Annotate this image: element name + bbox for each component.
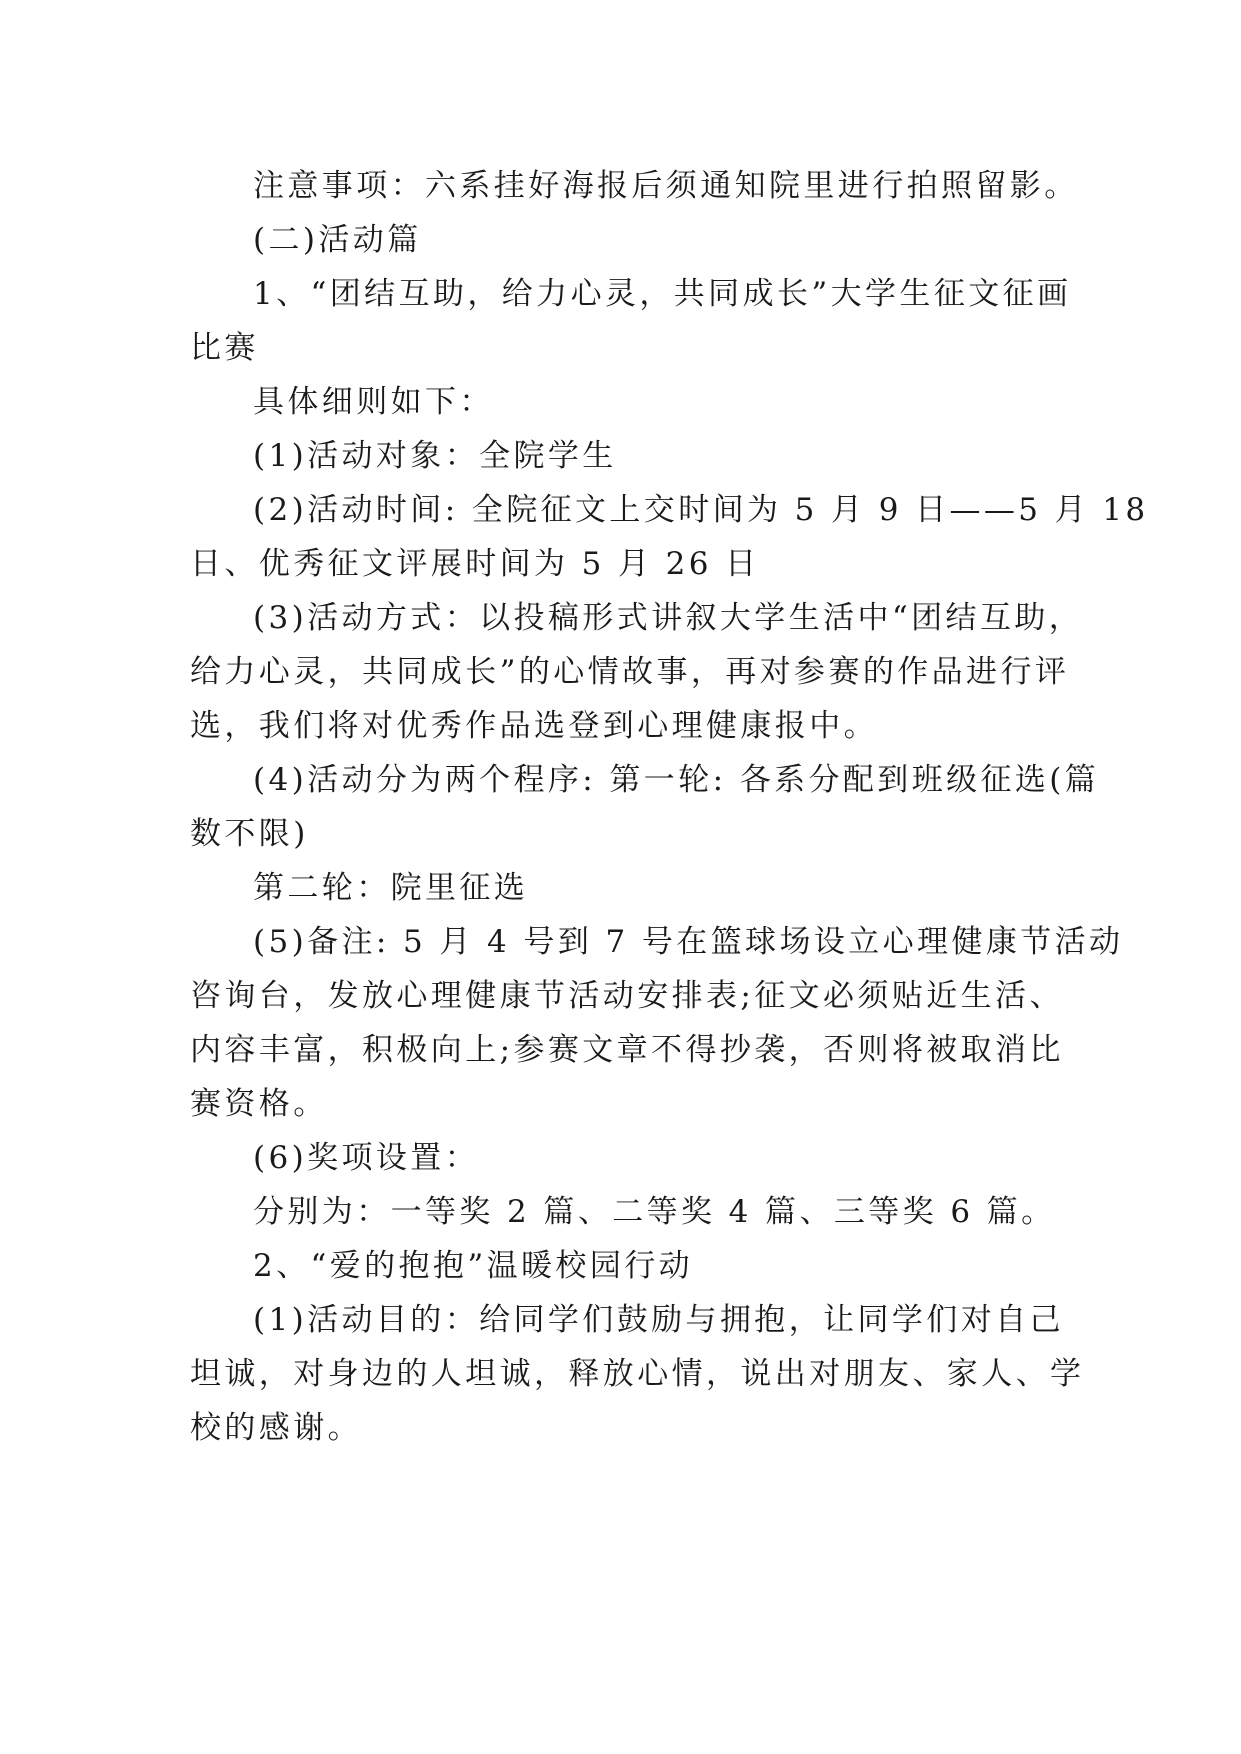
text-line: 选，我们将对优秀作品选登到心理健康报中。: [190, 708, 878, 744]
text-line: 2、“爱的抱抱”温暖校园行动: [253, 1248, 694, 1284]
text-line: 1、“团结互助，给力心灵，共同成长”大学生征文征画: [253, 276, 1072, 312]
text-line: 赛资格。: [190, 1086, 328, 1122]
text-line: 内容丰富，积极向上;参赛文章不得抄袭，否则将被取消比: [190, 1032, 1064, 1068]
text-line: (5)备注: 5 月 4 号到 7 号在篮球场设立心理健康节活动: [253, 924, 1124, 960]
text-line: (4)活动分为两个程序: 第一轮: 各系分配到班级征选(篇: [253, 762, 1100, 798]
text-line: 具体细则如下：: [253, 384, 494, 420]
text-line: 日、优秀征文评展时间为 5 月 26 日: [190, 546, 760, 582]
text-line: (1)活动目的：给同学们鼓励与拥抱，让同学们对自己: [253, 1302, 1064, 1338]
text-line: 咨询台，发放心理健康节活动安排表;征文必须贴近生活、: [190, 978, 1064, 1014]
text-line: (3)活动方式：以投稿形式讲叙大学生活中“团结互助，: [253, 600, 1084, 636]
text-line: 注意事项：六系挂好海报后须通知院里进行拍照留影。: [253, 168, 1079, 204]
section-heading: (二)活动篇: [253, 222, 422, 258]
text-line: 坦诚，对身边的人坦诚，释放心情，说出对朋友、家人、学: [190, 1356, 1085, 1392]
text-line: (1)活动对象：全院学生: [253, 438, 617, 474]
text-line: 给力心灵，共同成长”的心情故事，再对参赛的作品进行评: [190, 654, 1070, 690]
text-line: 校的感谢。: [190, 1410, 362, 1446]
text-line: (2)活动时间: 全院征文上交时间为 5 月 9 日——5 月 18: [253, 492, 1149, 528]
text-line: 数不限): [190, 816, 309, 852]
text-line: (6)奖项设置：: [253, 1140, 480, 1176]
text-line: 比赛: [190, 330, 259, 366]
text-line: 第二轮：院里征选: [253, 870, 529, 906]
text-line: 分别为：一等奖 2 篇、二等奖 4 篇、三等奖 6 篇。: [253, 1194, 1056, 1230]
